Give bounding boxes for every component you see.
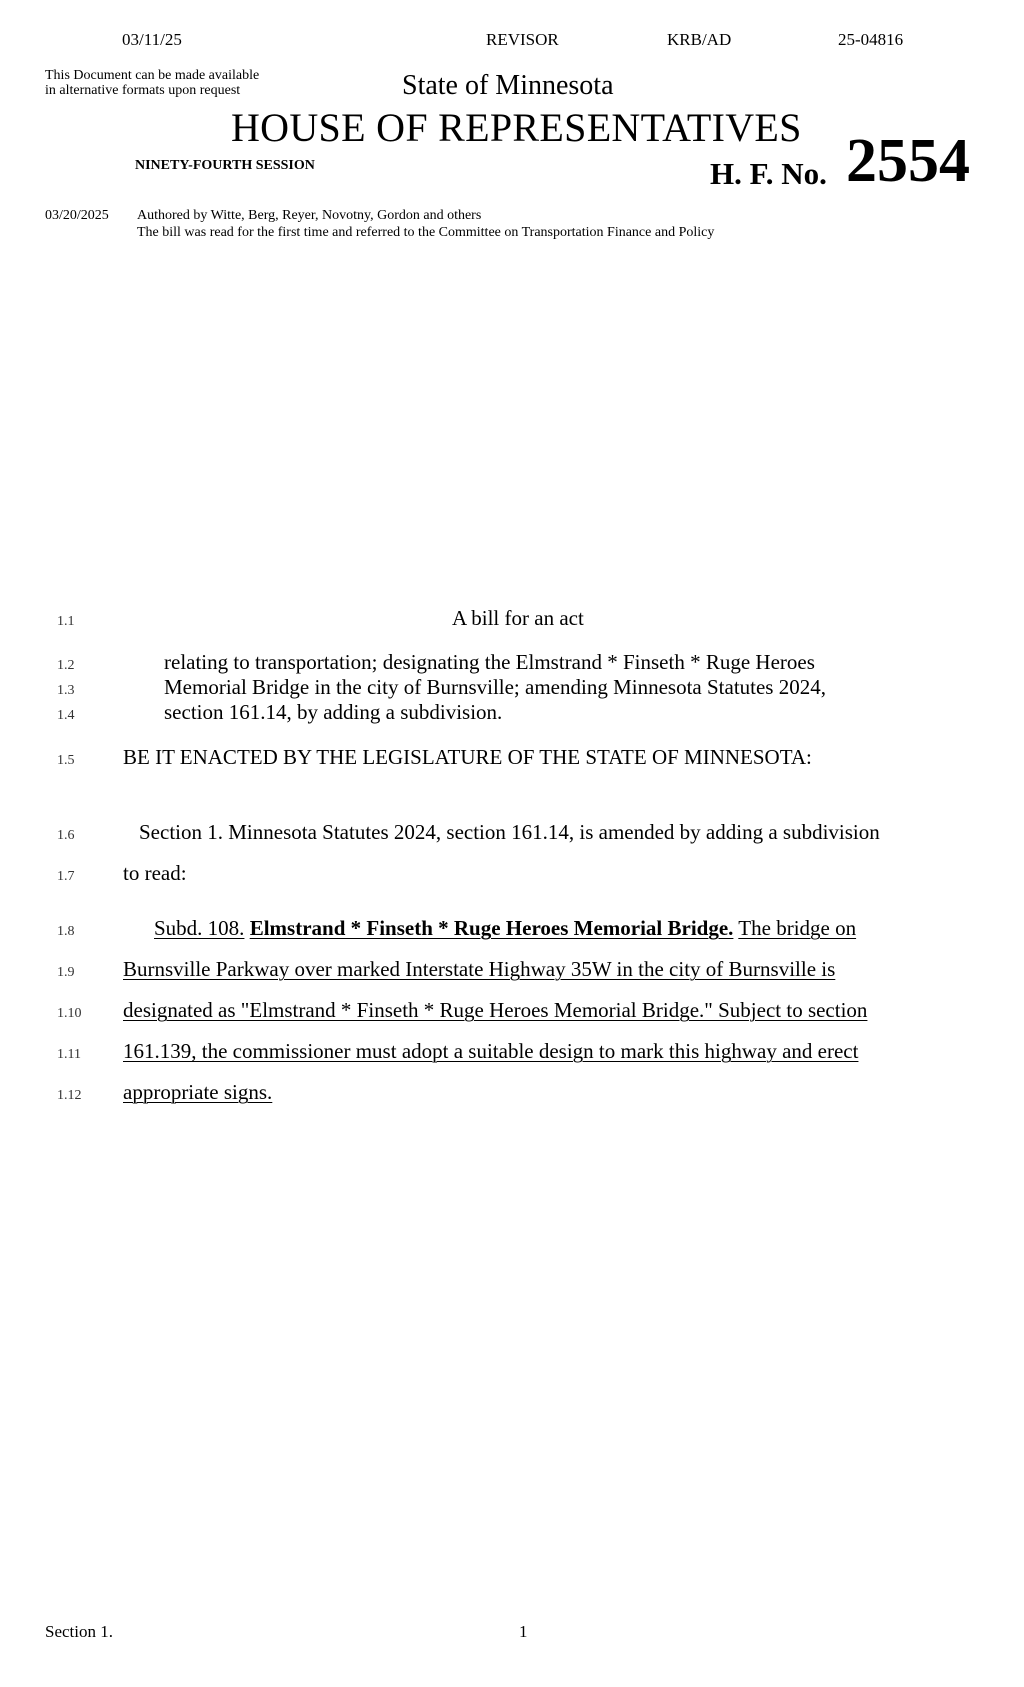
section-line: to read:	[123, 861, 187, 885]
section-line: Section 1. Minnesota Statutes 2024, section 161.14, is amended by adding a subdivision	[139, 820, 880, 844]
line-number: 1.4	[57, 708, 75, 723]
header-date: 03/11/25	[122, 30, 182, 49]
header-initials: KRB/AD	[667, 30, 732, 49]
availability-note	[45, 68, 259, 98]
authorship-referral: The bill was read for the first time and referred to the Committee on Transportation Finance and Policy	[137, 225, 715, 240]
line-number: 1.2	[57, 658, 75, 673]
authorship-date: 03/20/2025	[45, 208, 109, 223]
bill-description-line: section 161.14, by adding a subdivision.	[164, 700, 503, 724]
line-number: 1.1	[57, 614, 75, 629]
line-number: 1.5	[57, 753, 75, 768]
enacting-clause: BE IT ENACTED BY THE LEGISLATURE OF THE STATE OF MINNESOTA:	[123, 745, 812, 769]
hf-label: H. F. No.	[710, 156, 827, 191]
subdivision-text: Burnsville Parkway over marked Interstate Highway 35W in the city of Burnsville is	[123, 957, 836, 981]
header-revisor: REVISOR	[486, 30, 559, 49]
availability-line-2: in alternative formats upon request	[45, 83, 241, 98]
state-title: State of Minnesota	[402, 70, 614, 101]
line-number: 1.10	[57, 1006, 82, 1021]
subdivision-number: Subd. 108.	[154, 916, 245, 940]
bill-description-line: Memorial Bridge in the city of Burnsville; amending Minnesota Statutes 2024,	[164, 675, 826, 699]
bill-description-line: relating to transportation; designating the Elmstrand * Finseth * Ruge Heroes	[164, 650, 815, 674]
header-doc-number: 25-04816	[838, 30, 904, 49]
line-number: 1.7	[57, 869, 75, 884]
subdivision-line	[154, 916, 856, 941]
line-number: 1.6	[57, 828, 75, 843]
line-number: 1.8	[57, 924, 75, 939]
house-title: HOUSE OF REPRESENTATIVES	[231, 105, 802, 150]
footer-section: Section 1.	[45, 1622, 113, 1641]
subdivision-heading: Elmstrand * Finseth * Ruge Heroes Memorial Bridge.	[249, 916, 734, 940]
line-number: 1.11	[57, 1047, 81, 1062]
line-number: 1.9	[57, 965, 75, 980]
authorship-authors: Authored by Witte, Berg, Reyer, Novotny, Gordon and others	[137, 208, 482, 223]
subdivision-text: designated as "Elmstrand * Finseth * Ruge Heroes Memorial Bridge." Subject to section	[123, 998, 868, 1022]
subdivision-text: appropriate signs.	[123, 1080, 273, 1104]
session-label: NINETY-FOURTH SESSION	[135, 158, 315, 173]
line-number: 1.3	[57, 683, 75, 698]
hf-number: 2554	[846, 127, 970, 195]
availability-line-1: This Document can be made available	[45, 68, 260, 83]
bill-title-line: A bill for an act	[452, 606, 584, 630]
subdivision-text: 161.139, the commissioner must adopt a suitable design to mark this highway and erect	[123, 1039, 859, 1063]
line-number: 1.12	[57, 1088, 82, 1103]
subdivision-text: The bridge on	[738, 916, 857, 940]
footer-page-number: 1	[519, 1622, 528, 1641]
